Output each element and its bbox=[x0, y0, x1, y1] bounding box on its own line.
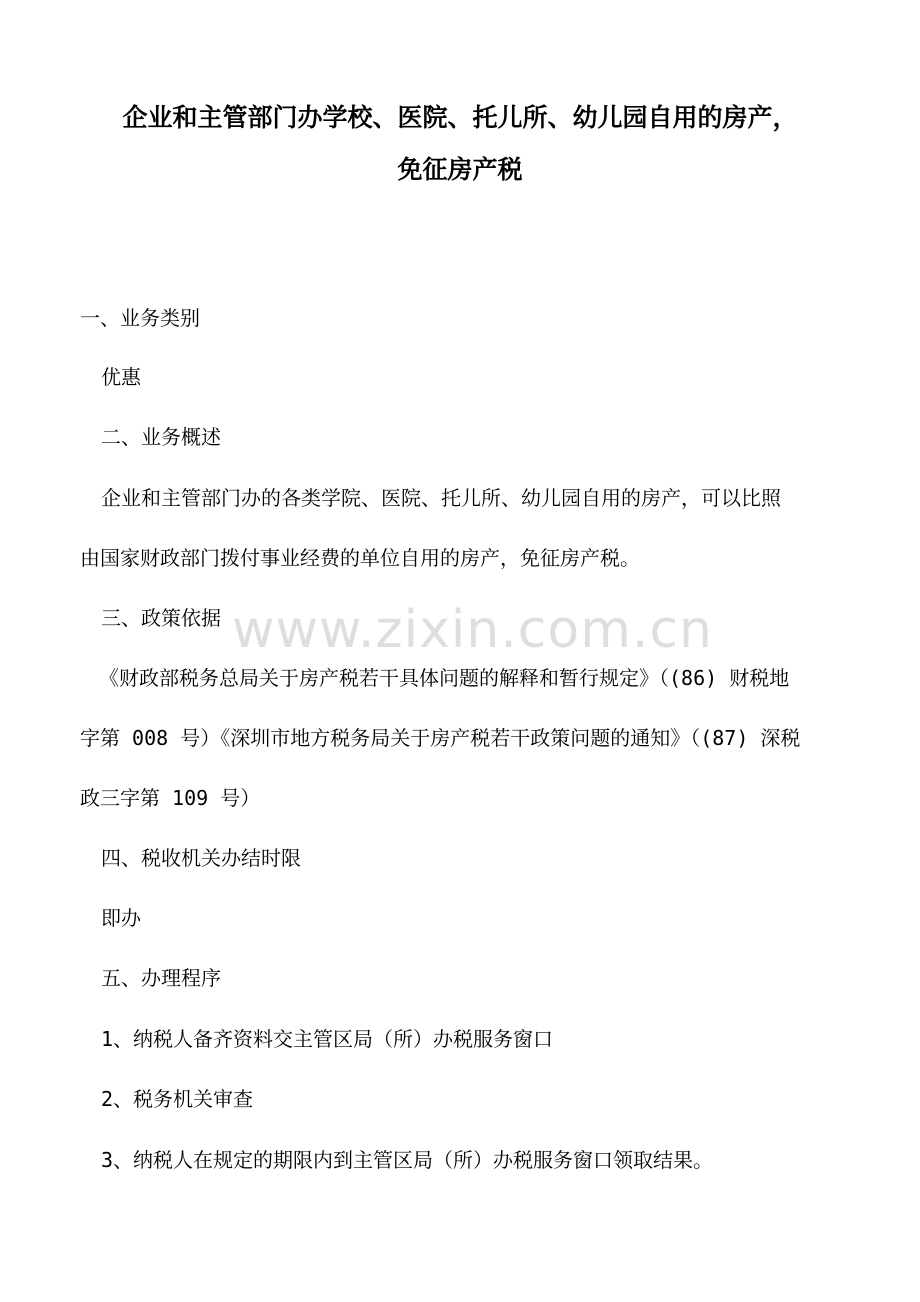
watermark-text: www.zixin.com.cn bbox=[232, 600, 713, 660]
section-5-step-3: 3、纳税人在规定的期限内到主管区局（所）办税服务窗口领取结果。 bbox=[101, 1148, 714, 1172]
title-line-1: 企业和主管部门办学校、医院、托儿所、幼儿园自用的房产， bbox=[122, 103, 798, 132]
section-5-heading: 五、办理程序 bbox=[101, 966, 221, 990]
section-2-line-2: 由国家财政部门拨付事业经费的单位自用的房产，免征房产税。 bbox=[80, 546, 640, 570]
section-1-body: 优惠 bbox=[101, 365, 141, 389]
section-2-heading: 二、业务概述 bbox=[101, 425, 221, 449]
section-3-line-3: 政三字第 109 号） bbox=[80, 786, 261, 810]
document-title bbox=[60, 92, 860, 196]
section-3-heading: 三、政策依据 bbox=[101, 606, 221, 630]
section-3-line-2: 字第 008 号）《深圳市地方税务局关于房产税若干政策问题的通知》（(87) 深税 bbox=[80, 726, 801, 750]
section-2-line-1: 企业和主管部门办的各类学院、医院、托儿所、幼儿园自用的房产，可以比照 bbox=[101, 486, 781, 510]
section-5-step-2: 2、税务机关审查 bbox=[101, 1087, 254, 1111]
section-4-body: 即办 bbox=[101, 906, 141, 930]
section-4-heading: 四、税收机关办结时限 bbox=[101, 846, 301, 870]
section-5-step-1: 1、纳税人备齐资料交主管区局（所）办税服务窗口 bbox=[101, 1027, 554, 1051]
title-line-2: 免征房产税 bbox=[397, 155, 523, 184]
section-3-line-1: 《财政部税务总局关于房产税若干具体问题的解释和暂行规定》（(86) 财税地 bbox=[99, 666, 790, 690]
section-1-heading: 一、业务类别 bbox=[80, 306, 200, 330]
